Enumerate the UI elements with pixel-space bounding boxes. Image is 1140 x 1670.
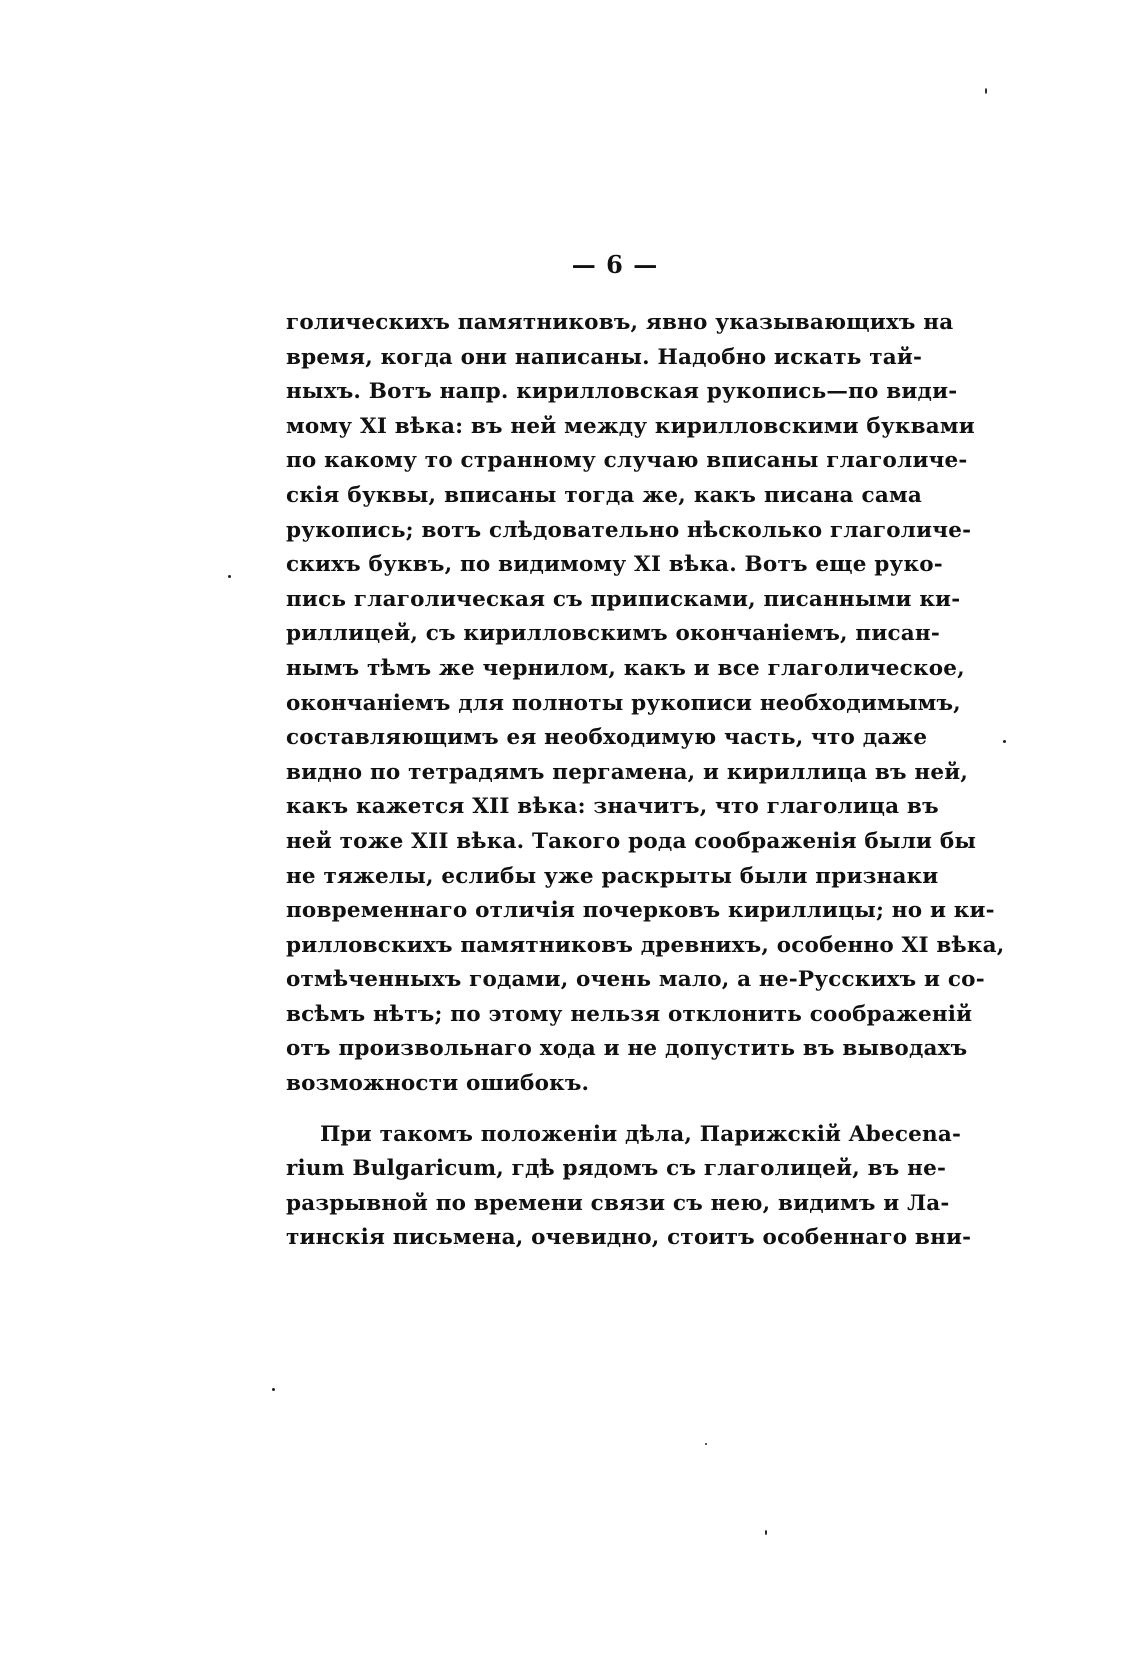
text-line: ныхъ. Вотъ напр. кирилловская рукопись—по види- xyxy=(286,379,958,405)
text-line: по какому то странному случаю вписаны глаголиче- xyxy=(286,448,968,474)
text-line: составляющимъ ея необходимую часть, что даже xyxy=(286,725,928,751)
paragraph-gap xyxy=(286,1102,922,1118)
text-line: мому XI вѣка: въ ней между кирилловскими буквами xyxy=(286,413,975,439)
text-line: нымъ тѣмъ же чернилом, какъ и все глаголическое, xyxy=(286,655,965,681)
text-line: рукопись; вотъ слѣдовательно нѣсколько глаголиче- xyxy=(286,517,972,543)
text-line: отъ произвольнаго хода и не допустить въ выводахъ xyxy=(286,1036,968,1062)
scan-speck xyxy=(985,88,987,94)
text-line: При такомъ положеніи дѣла, Парижскій Abecena- xyxy=(320,1121,962,1147)
text-line: повременнаго отличія почерковъ кириллицы; но и ки- xyxy=(286,898,995,924)
text-line: скихъ буквъ, по видимому XI вѣка. Вотъ еще руко- xyxy=(286,552,943,578)
scan-speck xyxy=(228,575,231,578)
page-number: — 6 — xyxy=(571,250,659,279)
text-line: всѣмъ нѣтъ; по этому нельзя отклонить соображеній xyxy=(286,1001,973,1027)
scan-speck xyxy=(1003,740,1006,743)
text-line: видно по тетрадямъ пергамена, и кириллица въ ней, xyxy=(286,759,969,785)
text-line: отмѣченныхъ годами, очень мало, а не-Русскихъ и со- xyxy=(286,967,985,993)
text-line: какъ кажется XII вѣка: значитъ, что глаголица въ xyxy=(286,794,939,820)
scan-speck xyxy=(765,1530,767,1535)
text-line: окончаніемъ для полноты рукописи необходимымъ, xyxy=(286,690,961,716)
paragraph xyxy=(286,306,1005,1102)
text-line: ней тоже XII вѣка. Такого рода соображенія были бы xyxy=(286,828,977,854)
paragraph xyxy=(286,1118,972,1256)
text-line: не тяжелы, еслибы уже раскрыты были признаки xyxy=(286,863,939,889)
scan-speck xyxy=(705,1443,707,1445)
text-line: тинскія письмена, очевидно, стоитъ особеннаго вни- xyxy=(286,1225,972,1251)
text-line: время, когда они написаны. Надобно искать тай- xyxy=(286,344,923,370)
text-line: возможности ошибокъ. xyxy=(286,1071,590,1097)
scan-speck xyxy=(272,1388,275,1391)
text-line: rium Bulgaricum, гдѣ рядомъ съ глаголицей, въ не- xyxy=(286,1156,947,1182)
text-line: рилловскихъ памятниковъ древнихъ, особенно XI вѣка, xyxy=(286,932,1005,958)
text-line: разрывной по времени связи съ нею, видимъ и Ла- xyxy=(286,1190,950,1216)
body-text xyxy=(286,306,1005,1256)
text-line: риллицей, съ кирилловскимъ окончаніемъ, писан- xyxy=(286,621,940,647)
text-line: пись глаголическая съ приписками, писанными ки- xyxy=(286,586,961,612)
text-line: скія буквы, вписаны тогда же, какъ писана сама xyxy=(286,482,922,508)
text-line: голическихъ памятниковъ, явно указывающихъ на xyxy=(286,310,954,335)
